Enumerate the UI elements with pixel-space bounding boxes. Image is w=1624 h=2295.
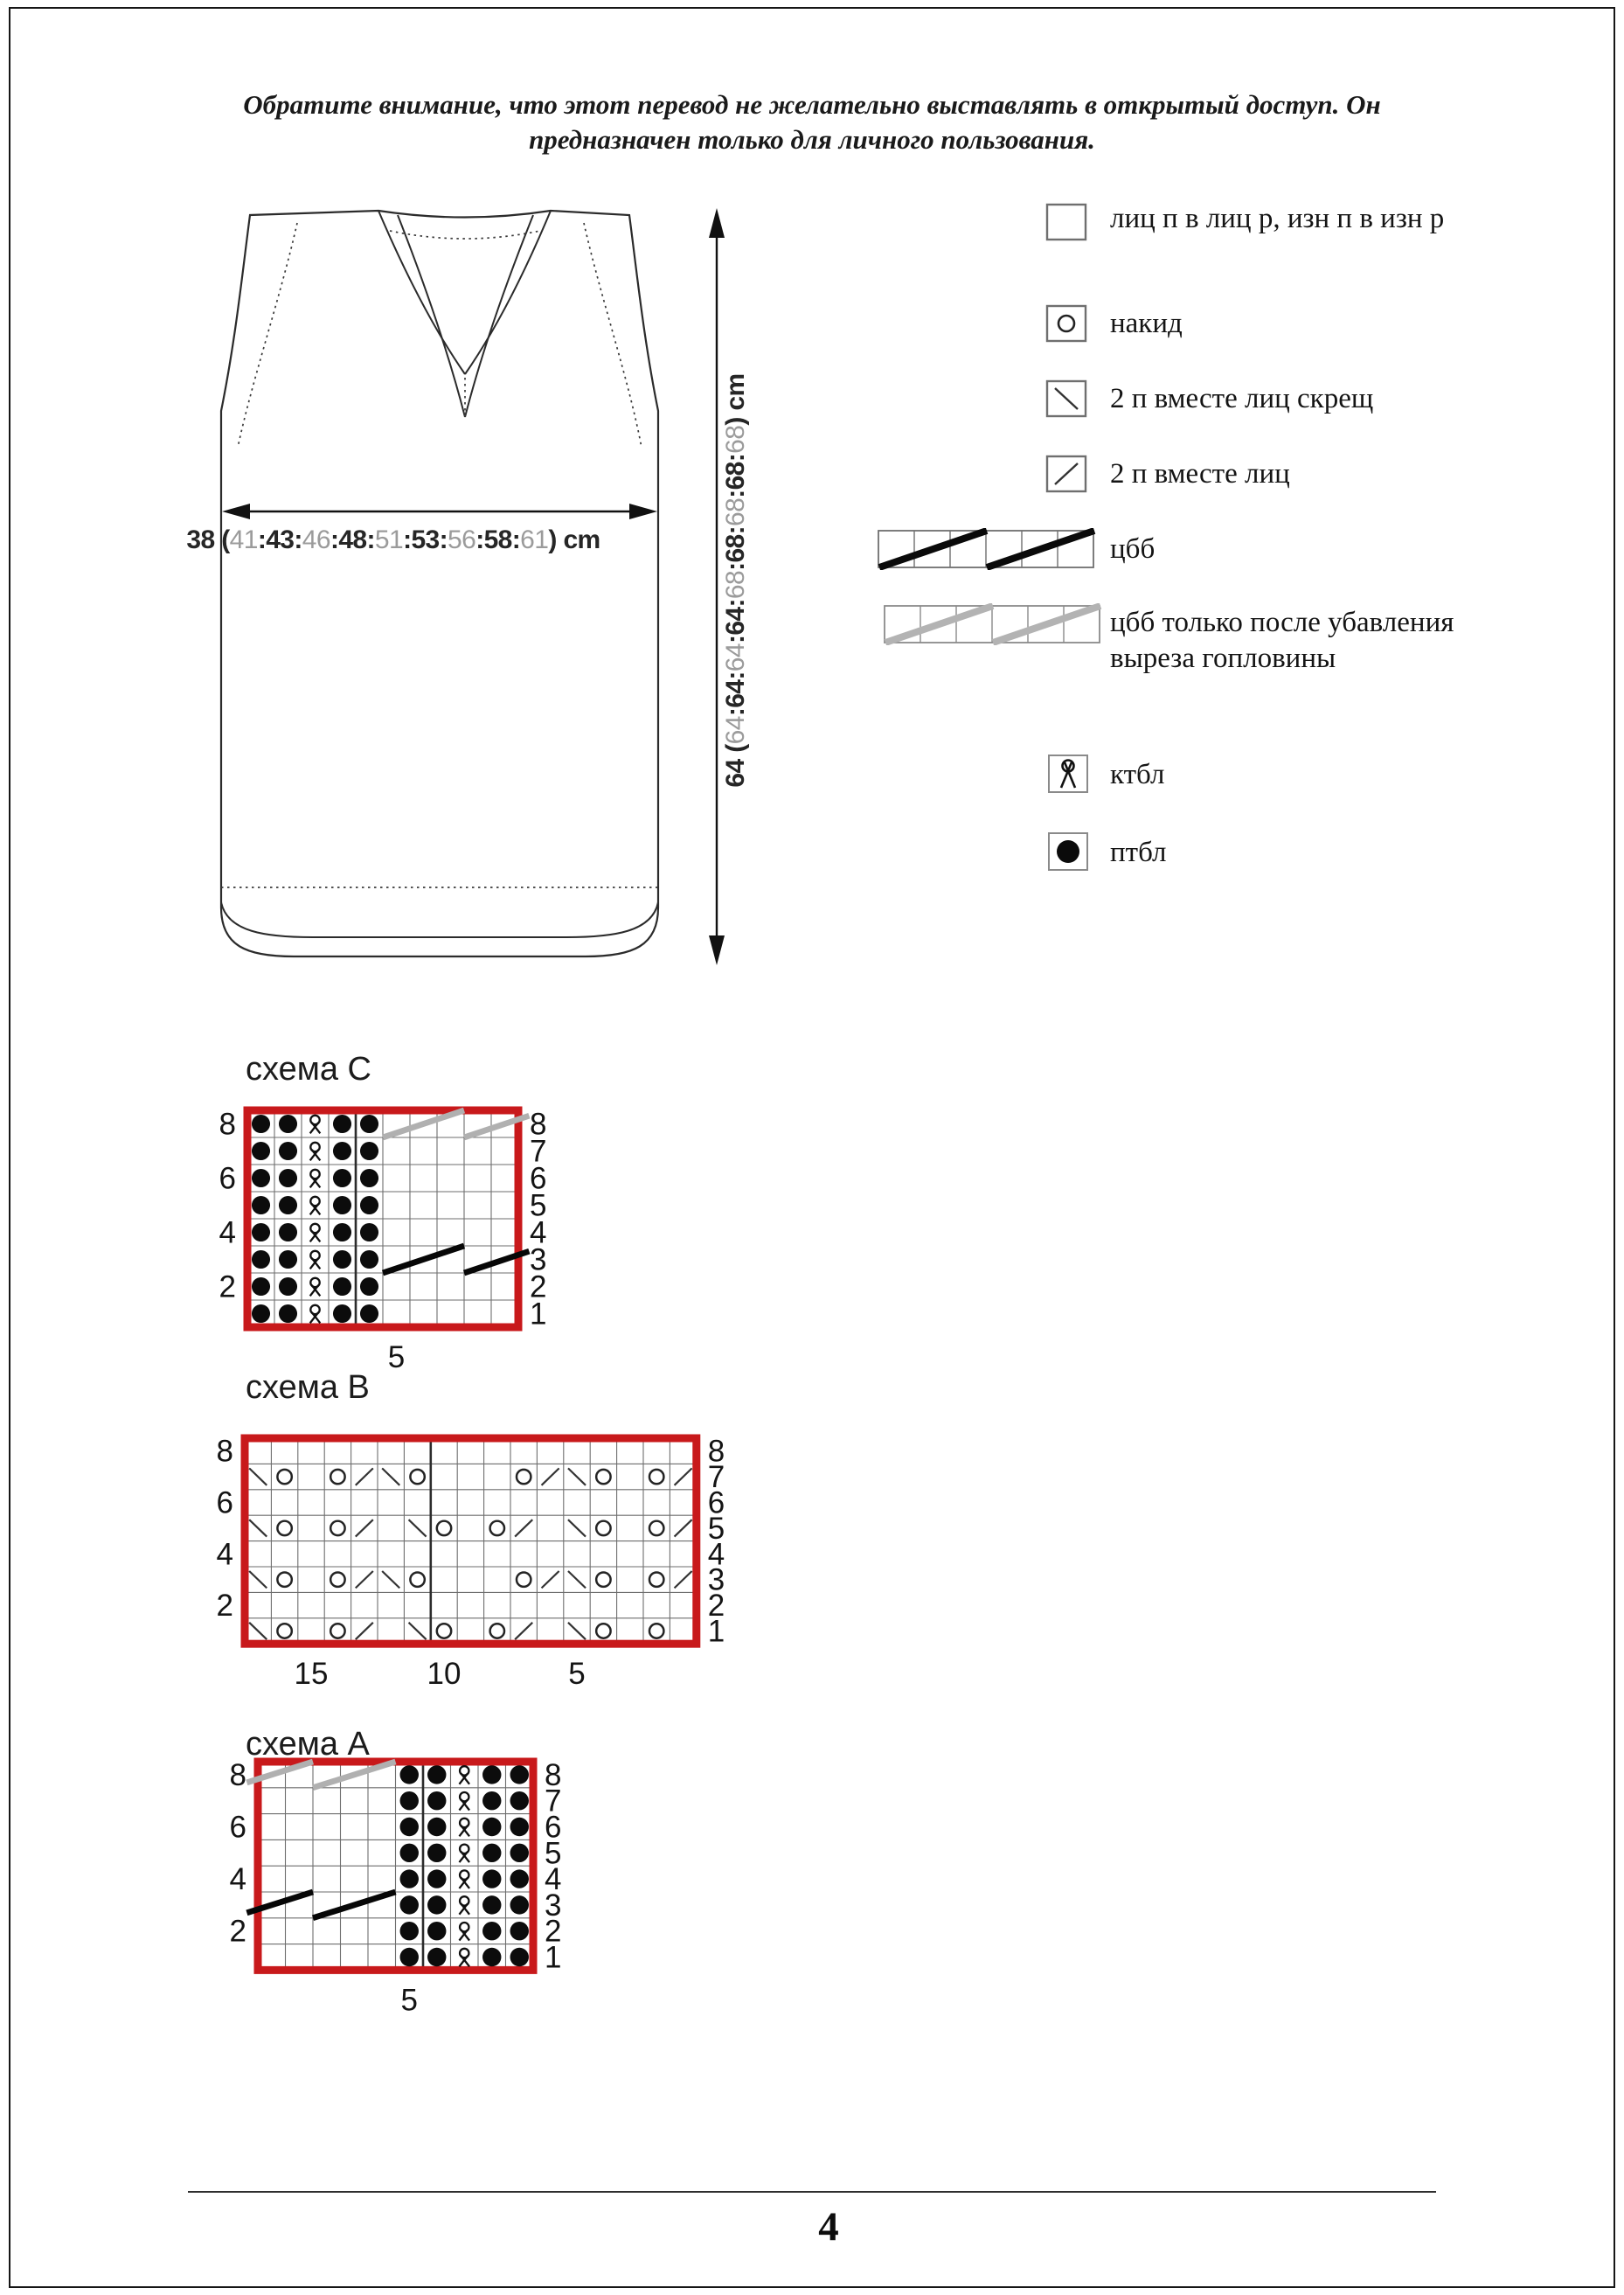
svg-text:2: 2 xyxy=(216,1589,234,1624)
footer-rule xyxy=(188,2191,1436,2193)
vest-schematic-svg xyxy=(201,198,795,984)
left-armhole-dash xyxy=(238,223,297,448)
svg-text:8: 8 xyxy=(707,1434,725,1469)
svg-text:8: 8 xyxy=(544,1757,562,1792)
yarn-over-symbol xyxy=(1045,304,1087,343)
svg-text:6: 6 xyxy=(219,1161,236,1196)
legend-label-ktbl: ктбл xyxy=(1110,759,1165,790)
k2tog-symbol xyxy=(1045,455,1087,493)
svg-text:7: 7 xyxy=(530,1134,547,1169)
knitting-chart-a xyxy=(218,1748,573,2020)
svg-text:4: 4 xyxy=(707,1537,725,1572)
page-number: 4 xyxy=(818,2204,839,2250)
legend-label-cbb-after: цбб только после убавления выреза гопловины xyxy=(1110,607,1454,674)
chart-grid-svg xyxy=(205,1424,737,1694)
svg-text:8: 8 xyxy=(530,1107,547,1142)
svg-text:6: 6 xyxy=(216,1485,234,1520)
svg-text:2: 2 xyxy=(707,1589,725,1624)
svg-text:2: 2 xyxy=(219,1269,236,1304)
svg-text:4: 4 xyxy=(530,1215,547,1250)
legend-label-knit: лиц п в лиц р, изн п в изн р xyxy=(1110,203,1445,234)
vest-neckline xyxy=(378,211,551,417)
knitting-chart-c xyxy=(207,1096,559,1378)
width-measurement: 38 (41:43:46:48:51:53:56:58:61) cm xyxy=(186,525,600,554)
ktbl-symbol xyxy=(1047,754,1089,794)
svg-text:1: 1 xyxy=(544,1940,562,1975)
svg-text:2: 2 xyxy=(544,1914,562,1949)
vest-dashed-lines xyxy=(221,223,658,887)
svg-text:6: 6 xyxy=(707,1485,725,1520)
svg-text:1: 1 xyxy=(530,1297,547,1332)
svg-text:6: 6 xyxy=(229,1810,247,1845)
chart-grid-svg xyxy=(218,1748,573,2020)
svg-text:5: 5 xyxy=(544,1836,562,1871)
svg-text:7: 7 xyxy=(544,1784,562,1819)
knit-stitch-symbol xyxy=(1045,203,1087,241)
svg-text:8: 8 xyxy=(229,1757,247,1792)
svg-text:6: 6 xyxy=(544,1810,562,1845)
right-armhole-dash xyxy=(584,223,642,448)
svg-text:5: 5 xyxy=(400,1983,418,2018)
back-neck-dash xyxy=(390,231,540,239)
ptbl-symbol xyxy=(1047,831,1089,872)
vest-outline xyxy=(221,211,658,956)
chart-grid-svg xyxy=(207,1096,559,1378)
header-note-text: Обратите внимание, что этот перевод не желательно выставлять в открытый доступ. Он предназначен только для личного пользования. xyxy=(243,89,1381,155)
svg-text:4: 4 xyxy=(219,1215,236,1250)
svg-text:3: 3 xyxy=(544,1888,562,1923)
legend-label-ptbl: птбл xyxy=(1110,837,1167,868)
svg-text:15: 15 xyxy=(294,1657,329,1692)
svg-text:2: 2 xyxy=(530,1269,547,1304)
svg-text:4: 4 xyxy=(216,1537,234,1572)
svg-text:10: 10 xyxy=(427,1657,462,1692)
svg-text:4: 4 xyxy=(544,1862,562,1897)
svg-text:4: 4 xyxy=(229,1862,247,1897)
cable-gray-symbol xyxy=(883,603,1103,645)
svg-text:5: 5 xyxy=(387,1340,406,1374)
svg-text:8: 8 xyxy=(216,1434,234,1469)
svg-text:1: 1 xyxy=(707,1614,725,1649)
svg-text:3: 3 xyxy=(707,1562,725,1597)
legend-label-k2togtbl: 2 п вместе лиц скрещ xyxy=(1110,383,1374,414)
svg-text:8: 8 xyxy=(219,1107,236,1142)
chart-title-b: схема B xyxy=(246,1369,370,1406)
chart-title-a: схема A xyxy=(246,1726,370,1763)
k2tog-tbl-symbol xyxy=(1045,379,1087,418)
svg-text:6: 6 xyxy=(530,1161,547,1196)
svg-text:5: 5 xyxy=(530,1188,547,1223)
header-note xyxy=(0,87,1624,157)
legend-label-k2tog: 2 п вместе лиц xyxy=(1110,458,1290,490)
height-measurement: 64 (64:64:64:64:68:68:68:68:68) cm xyxy=(721,373,750,788)
width-arrow xyxy=(222,504,657,519)
svg-text:2: 2 xyxy=(229,1914,247,1949)
legend-label-yo: накид xyxy=(1110,308,1183,339)
hem-band-seam xyxy=(221,902,658,937)
svg-text:7: 7 xyxy=(707,1460,725,1495)
svg-text:5: 5 xyxy=(568,1657,586,1692)
svg-text:3: 3 xyxy=(530,1242,547,1277)
svg-text:5: 5 xyxy=(707,1511,725,1546)
cable-black-symbol xyxy=(877,528,1097,570)
chart-title-c: схема C xyxy=(246,1051,371,1088)
legend-label-cbb: цбб xyxy=(1110,533,1156,565)
knitting-chart-b xyxy=(205,1424,737,1694)
